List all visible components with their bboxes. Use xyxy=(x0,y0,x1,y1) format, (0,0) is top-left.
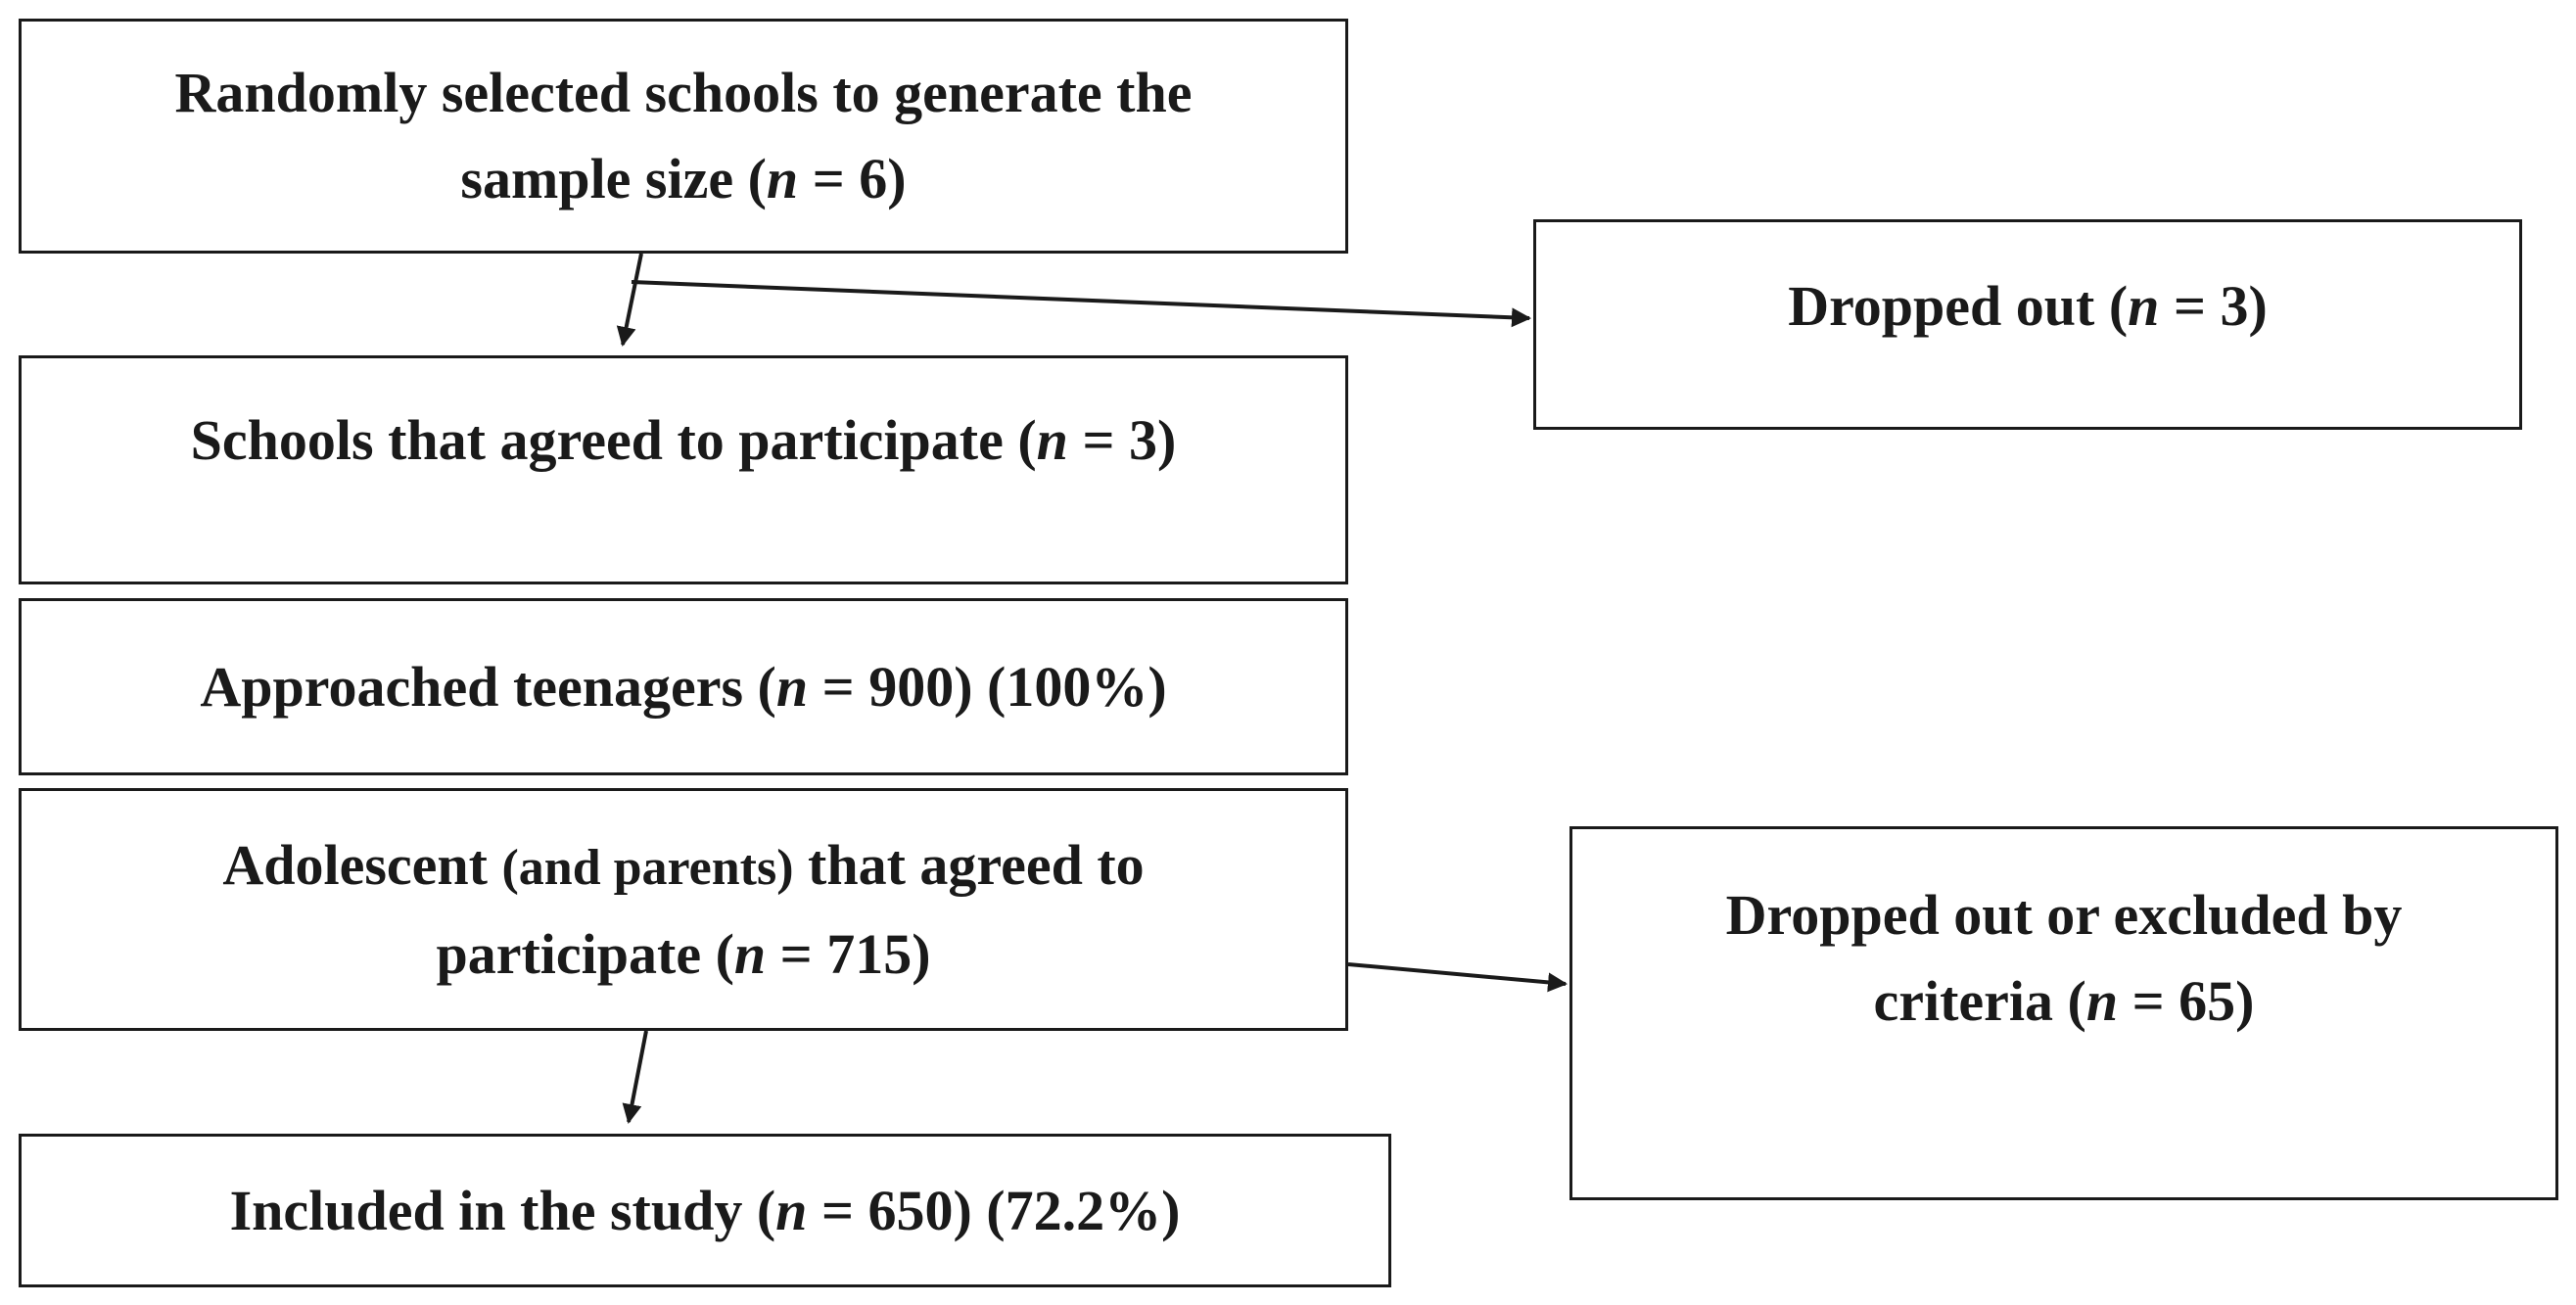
dropped-text: Dropped out (n = 3) xyxy=(1788,274,2268,338)
dropped-excluded-line1: Dropped out or excluded by xyxy=(1725,883,2403,947)
box-approached-teenagers xyxy=(19,598,1348,775)
arrow-to-dropped-out xyxy=(632,282,1529,318)
arrow-to-included xyxy=(629,1031,646,1122)
adolescents-line1: Adolescent (and parents) that agreed to xyxy=(222,832,1145,897)
arrow-to-schools-agreed xyxy=(623,254,641,345)
box-dropped-out xyxy=(1533,219,2522,430)
box-adolescents-agreed xyxy=(19,788,1348,1031)
selected-line2: sample size (n = 6) xyxy=(460,147,907,210)
arrow-to-dropped-excluded xyxy=(1348,964,1566,984)
box-schools-agreed xyxy=(19,355,1348,584)
adolescents-line2: participate (n = 715) xyxy=(436,921,931,986)
selected-line1: Randomly selected schools to generate the xyxy=(174,61,1193,124)
box-included xyxy=(19,1134,1391,1287)
schools-agreed-text: Schools that agreed to participate (n = 3) xyxy=(190,408,1177,472)
included-text: Included in the study (n = 650) (72.2%) xyxy=(229,1178,1181,1242)
approached-text: Approached teenagers (n = 900) (100%) xyxy=(200,654,1167,719)
box-dropped-excluded xyxy=(1569,826,2558,1200)
box-selected-schools xyxy=(19,19,1348,254)
dropped-excluded-line2: criteria (n = 65) xyxy=(1873,969,2255,1033)
